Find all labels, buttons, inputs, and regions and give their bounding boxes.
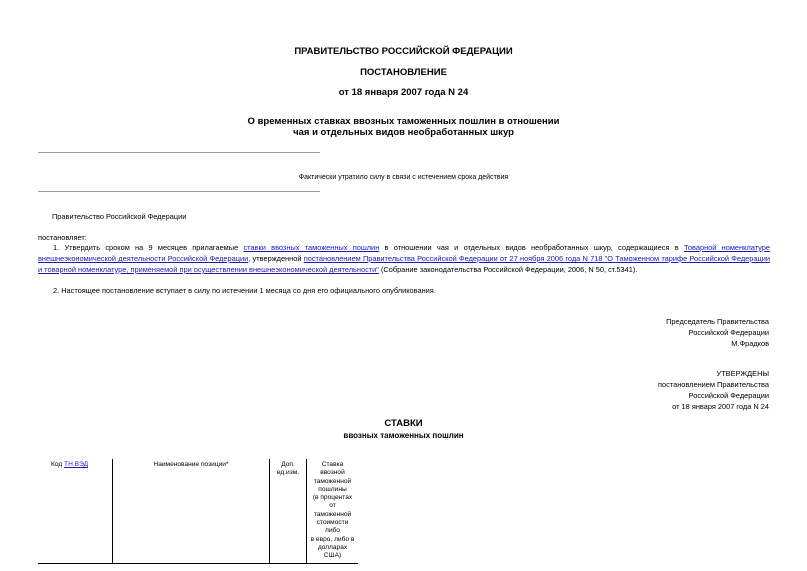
commodity-nomenclature-link[interactable]: Товарной номенклатуре внешнеэкономической деятельности Российской Федерации — [38, 243, 771, 263]
col-rate-line7: в евро, либо в — [310, 535, 355, 543]
rates-link[interactable]: ставки ввозных таможенных пошлин — [243, 243, 380, 252]
col-rate-line4: (в процентах — [312, 494, 353, 502]
col-unit-line2: ед.изм. — [276, 469, 300, 477]
divider-bottom — [38, 191, 320, 192]
signature-name: М.Фрадков — [731, 339, 769, 348]
col-rate-line8: долларах США) — [317, 543, 348, 560]
paragraph-1-text-d: (Собрание законодательства Российской Федерации, 2006, N 50, ст.5341). — [378, 265, 638, 274]
approval-heading: УТВЕРЖДЕНЫ — [716, 369, 769, 378]
col-rate-line6: стоимости либо — [316, 519, 349, 535]
rates-table-header-row — [38, 459, 358, 563]
col-unit-header — [270, 459, 307, 563]
paragraph-1-text-a: 1. Утвердить сроком на 9 месяцев прилагаемые — [53, 243, 244, 252]
annex-title: СТАВКИ — [384, 418, 423, 429]
paragraph-2: 2. Настоящее постановление вступает в силу по истечении 1 месяца со дня его официального опубликования. — [53, 286, 436, 295]
col-code-prefix: Код — [51, 461, 65, 468]
col-rate-line1: Ставка ввозной — [320, 461, 345, 477]
signature-block — [666, 316, 769, 349]
document-title-line2: чая и отдельных видов необработанных шкур — [293, 127, 514, 138]
document-type: ПОСТАНОВЛЕНИЕ — [360, 67, 447, 78]
status-note: Фактически утратило силу в связи с истечением срока действия — [298, 174, 509, 181]
col-rate-line2: таможенной — [313, 477, 352, 485]
document-date-number: от 18 января 2007 года N 24 — [338, 87, 469, 98]
col-name-header: Наименование позиции* — [113, 459, 270, 563]
col-unit-line1: Доп. — [281, 461, 295, 468]
rates-table — [38, 459, 358, 564]
col-rate-line3: пошлины — [318, 485, 347, 493]
paragraph-1 — [38, 242, 770, 275]
signature-country: Российской Федерации — [688, 328, 769, 337]
resolution-718-link[interactable]: постановлением Правительства Российской Федерации от 27 ноября 2006 года N 718 "О Таможенном тарифе Российской Федерации и товарной номенклатуре, применяемой при осуществлении внешнеэкономической деятельности" — [38, 254, 770, 274]
approval-line-2: постановлением Правительства — [658, 380, 769, 389]
signature-position: Председатель Правительства — [666, 317, 769, 326]
paragraph-1-text-b: в отношении чая и отдельных видов необработанных шкур, содержащиеся в — [379, 243, 684, 252]
document-title-line1: О временных ставках ввозных таможенных пошлин в отношении — [247, 116, 560, 127]
tn-ved-link[interactable]: ТН ВЭД — [64, 461, 89, 468]
document-title — [0, 116, 807, 138]
approval-line-4: от 18 января 2007 года N 24 — [672, 402, 769, 411]
divider-top — [38, 152, 320, 153]
col-code-header — [38, 459, 113, 563]
org-name: ПРАВИТЕЛЬСТВО РОССИЙСКОЙ ФЕДЕРАЦИИ — [294, 46, 513, 57]
annex-subtitle: ввозных таможенных пошлин — [343, 431, 464, 440]
approval-block — [658, 368, 769, 412]
resolves-text: постановляет: — [38, 233, 87, 242]
col-rate-line5: от таможенной — [313, 502, 352, 518]
col-rate-header — [307, 459, 359, 563]
paragraph-1-text-c: , утвержденной — [248, 254, 304, 263]
intro-text: Правительство Российской Федерации — [52, 212, 187, 221]
approval-line-3: Российской Федерации — [688, 391, 769, 400]
